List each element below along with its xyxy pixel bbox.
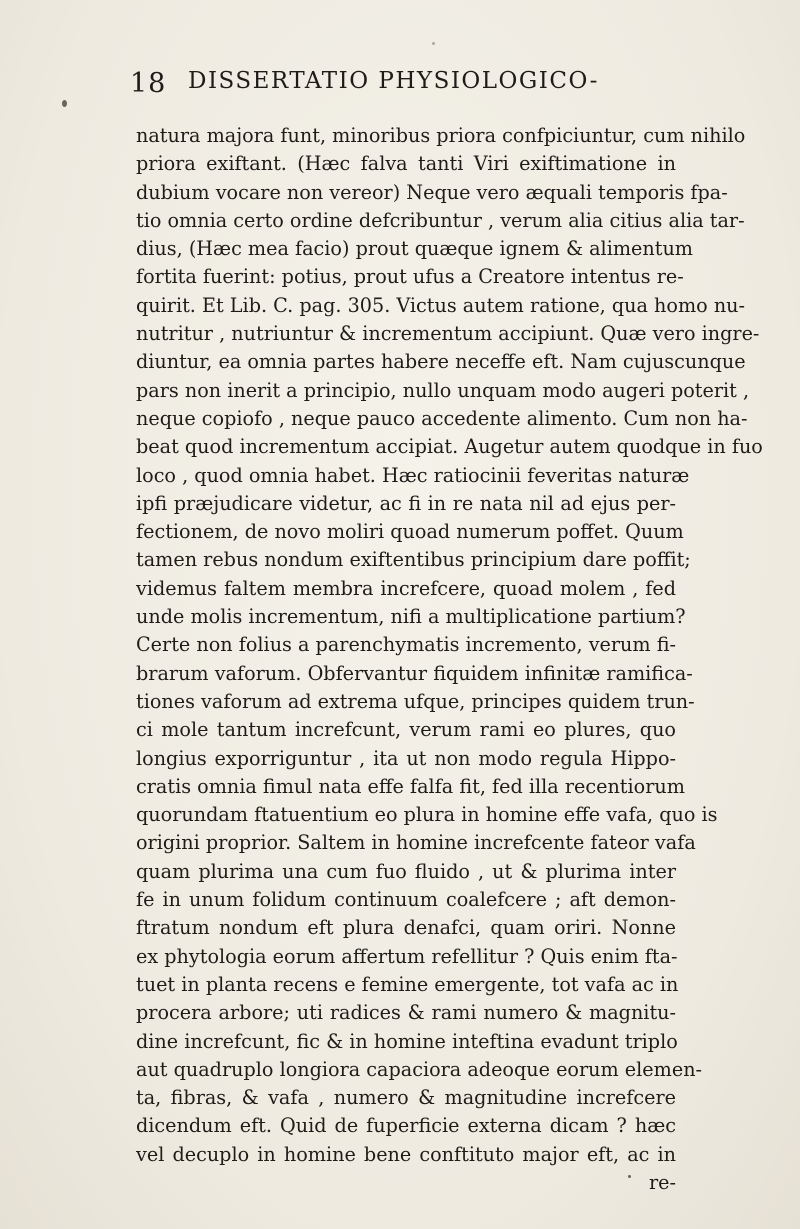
text-line: Certe non folius a parenchymatis incremento, verum fi- [136,633,676,657]
text-line: ta, fibras, & vafa , numero & magnitudine increfcere [136,1086,676,1110]
text-line: dius, (Hæc mea facio) prout quæque ignem & alimentum [136,237,693,261]
text-line: tuet in planta recens e femine emergente, tot vafa ac in [136,972,679,996]
page-header [130,62,690,98]
page-number: 18 [130,68,167,99]
paper-speck [628,1175,631,1178]
text-line: aut quadruplo longiora capaciora adeoque eorum elemen- [136,1057,703,1081]
text-line: neque copiofo , neque pauco accedente alimento. Cum non ha- [136,406,748,430]
text-line: loco , quod omnia habet. Hæc ratiocinii feveritas naturæ [136,463,690,487]
text-line: brarum vaforum. Obfervantur fiquidem infinitæ ramifica- [136,661,693,685]
text-line: videmus faltem membra increfcere, quoad molem , fed [136,576,676,600]
text-line: origini proprior. Saltem in homine increfcente fateor vafa [136,831,696,855]
text-line: fe in unum folidum continuum coalefcere ; aft demon- [136,888,676,912]
text-line: nutritur , nutriuntur & incrementum accipiunt. Quæ vero ingre- [136,322,760,346]
text-line: fortita fuerint: potius, prout ufus a Creatore intentus re- [136,265,684,289]
text-line: quorundam ftatuentium eo plura in homine effe vafa, quo is [136,803,718,827]
running-title: DISSERTATIO PHYSIOLOGICO- [188,68,599,94]
text-line: procera arbore; uti radices & rami numero & magnitu- [136,1001,676,1025]
text-line: dicendum eft. Quid de fuperficie externa dicam ? hæc [136,1114,676,1138]
catchword: re- [648,1170,676,1194]
text-line: ipfi præjudicare videtur, ac fi in re nata nil ad ejus per- [136,491,676,515]
text-line: tio omnia certo ordine defcribuntur , verum alia citius alia tar- [136,208,745,232]
text-line: cratis omnia fimul nata effe falfa fit, fed illa recentiorum [136,774,685,798]
text-line: vel decuplo in homine bene conftituto major eft, ac in [136,1142,676,1166]
text-line: ex phytologia eorum affertum refellitur ? Quis enim fta- [136,944,678,968]
text-line: quam plurima una cum fuo fluido , ut & plurima inter [136,859,676,883]
text-line: longius exporriguntur , ita ut non modo regula Hippo- [136,746,676,770]
text-line: beat quod incrementum accipiat. Augetur autem quodque in fuo [136,435,763,459]
text-line: dubium vocare non vereor) Neque vero æquali temporis fpa- [136,180,728,204]
text-line: unde molis incrementum, nifi a multiplicatione partium? [136,605,686,629]
text-line: ci mole tantum increfcunt, verum rami eo plures, quo [136,718,676,742]
text-line: ftratum nondum eft plura denafci, quam oriri. Nonne [136,916,676,940]
paper-speck [432,42,435,45]
text-line: dine increfcunt, fic & in homine inteftina evadunt triplo [136,1029,678,1053]
text-line: tamen rebus nondum exiftentibus principium dare poffit; [136,548,691,572]
text-line: fectionem, de novo moliri quoad numerum poffet. Quum [136,520,684,544]
text-line: priora exiftant. (Hæc falva tanti Viri exiftimatione in [136,152,676,176]
paper-speck [62,100,67,107]
text-line: tiones vaforum ad extrema ufque, principes quidem trun- [136,689,695,713]
text-line: quirit. Et Lib. C. pag. 305. Victus autem ratione, qua homo nu- [136,293,746,317]
text-line: natura majora funt, minoribus priora confpiciuntur, cum nihilo [136,124,746,147]
text-line: pars non inerit a principio, nullo unquam modo augeri poterit , [136,378,750,402]
body-text [136,122,763,1197]
text-line: diuntur, ea omnia partes habere neceffe eft. Nam cujuscunque [136,350,746,374]
